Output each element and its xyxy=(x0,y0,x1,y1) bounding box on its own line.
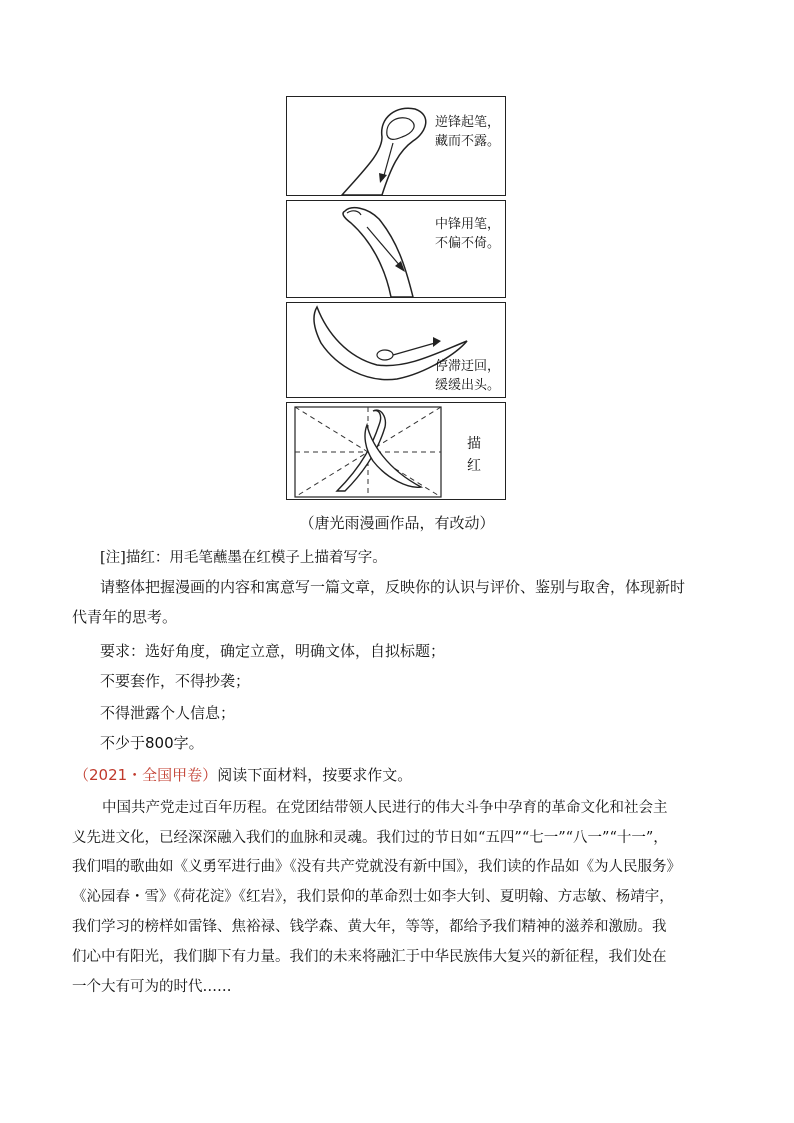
material-line: 我们学习的榜样如雷锋、焦裕禄、钱学森、黄大年，等等，都给予我们精神的滋养和激励。我 xyxy=(72,919,667,935)
comic-strip xyxy=(286,96,508,502)
panel-3-caption: 停滞迂回， 缓缓出头。 xyxy=(435,359,501,393)
panel-1-caption: 逆锋起笔， 藏而不露。 xyxy=(435,115,501,149)
material-line: 我们唱的歌曲如《义勇军进行曲》《没有共产党就没有新中国》，我们读的作品如《为人民服务》 xyxy=(72,859,681,875)
question-instruction: 阅读下面材料，按要求作文。 xyxy=(217,766,413,784)
comic-panel-3 xyxy=(286,302,506,398)
requirement-1: 要求：选好角度，确定立意，明确文体，自拟标题； xyxy=(100,642,446,660)
prompt-line-2: 代青年的思考。 xyxy=(72,608,178,626)
material-line: 《沁园春・雪》《荷花淀》《红岩》，我们景仰的革命烈士如李大钊、夏明翰、方志敏、杨靖宇， xyxy=(72,889,674,905)
requirement-4: 不少于800字。 xyxy=(100,734,204,752)
note: [注]描红：用毛笔蘸墨在红模子上描着写字。 xyxy=(100,550,387,566)
panel-4-caption: 描 红 xyxy=(467,436,481,474)
material-line: 义先进文化，已经深深融入我们的血脉和灵魂。我们过的节日如“五四”“七一”“八一”“十一”， xyxy=(72,830,668,846)
requirement-3: 不得泄露个人信息； xyxy=(100,704,236,722)
requirement-2: 不要套作，不得抄袭； xyxy=(100,672,251,690)
prompt-line-1: 请整体把握漫画的内容和寓意写一篇文章，反映你的认识与评价、鉴别与取舍，体现新时 xyxy=(100,578,686,596)
panel-2-caption: 中锋用笔， 不偏不倚。 xyxy=(435,217,501,251)
next-question xyxy=(74,764,412,785)
comic-panel-1 xyxy=(286,96,506,196)
comic-credit: （唐光雨漫画作品，有改动） xyxy=(299,514,495,532)
comic-panel-4 xyxy=(286,402,506,500)
material-line: 们心中有阳光，我们脚下有力量。我们的未来将融汇于中华民族伟大复兴的新征程，我们处在 xyxy=(72,949,667,965)
material-line: 一个大有可为的时代…… xyxy=(72,979,232,995)
material-line: 中国共产党走过百年历程。在党团结带领人民进行的伟大斗争中孕育的革命文化和社会主 xyxy=(102,800,668,816)
comic-panel-2 xyxy=(286,200,506,298)
question-source: （2021・全国甲卷） xyxy=(74,766,218,784)
